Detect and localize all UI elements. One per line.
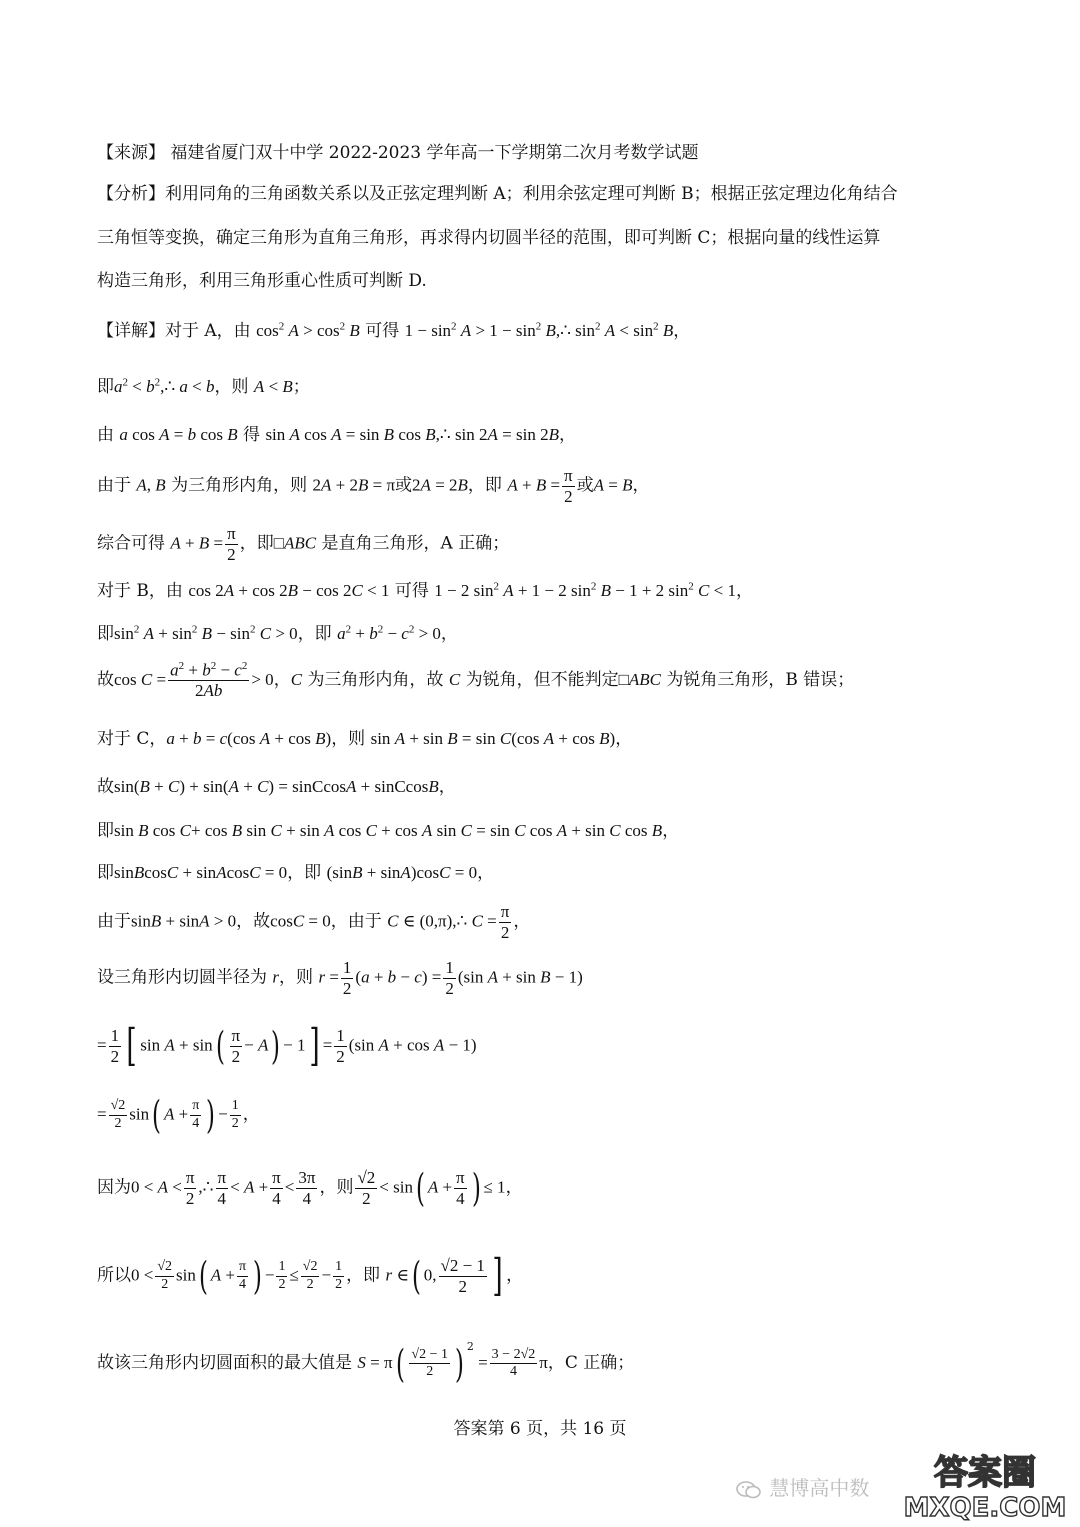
mxqe-logo — [900, 1448, 1070, 1522]
detail-line-11: 即sin B cos C+ cos B sin C + sin A cos C + cos A sin C = sin C cos A + sin C cos B， — [97, 821, 680, 841]
analysis-line-2: 三角恒等变换，确定三角形为直角三角形，再求得内切圆半径的范围，即可判断 C；根据向量的线性运算 — [97, 228, 881, 248]
text: 故 — [97, 669, 114, 690]
text: 即 — [97, 821, 114, 841]
analysis-tag: 【分析】 — [97, 184, 165, 204]
detail-line-3: 由 a cos A = b cos B 得 sin A cos A = sin B cos B,∴ sin 2A = sin 2B， — [97, 425, 576, 445]
text: 即 — [97, 377, 114, 397]
detail-line-13: 由于sinB + sinA > 0，故cosC = 0，由于 C ∈ (0,π),∴ C = $\frac{\pi}{2}$ ， — [97, 902, 531, 942]
detail-line-12: 即sinBcosC + sinAcosC = 0，即 (sinB + sinA)cosC = 0， — [97, 863, 495, 883]
text: ，则 — [331, 729, 366, 749]
analysis-text-1: 利用同角的三角函数关系以及正弦定理判断 A；利用余弦定理可判断 B；根据正弦定理边化角结合 — [165, 184, 898, 204]
text: 对于 B，由 — [97, 581, 183, 601]
text: 为三角形内角，则 — [171, 475, 308, 496]
text: 由 — [97, 425, 114, 445]
text: ，则 — [279, 967, 314, 988]
text: ，C 正确； — [547, 1353, 635, 1373]
analysis-line-3: 构造三角形，利用三角形重心性质可判断 D. — [97, 271, 427, 291]
detail-line-5: 综合可得 A + B = $\frac{\pi}{2}$ ，即□ABC 是直角三角形，A 正确； — [97, 524, 510, 564]
source-text: 福建省厦门双十中学 2022-2023 学年高一下学期第二次月考数学试题 — [170, 143, 699, 163]
text: 得 — [243, 425, 261, 445]
wechat-watermark — [735, 1472, 869, 1501]
detail-line-9: 对于 C，a + b = c(cos A + cos B)，则 sin A + sin B = sin C(cos A + cos B)， — [97, 729, 633, 749]
text: 对于 C， — [97, 729, 167, 749]
analysis-line-1 — [97, 184, 1020, 205]
text: 为三角形内角，故 — [307, 669, 444, 690]
detail-line-4: 由于 A, B 为三角形内角，则 2A + 2B = π或2A = 2B，即 A + B = $\frac{\pi}{2}$ 或A = B， — [97, 466, 650, 506]
svg-text:答案圈: 答案圈 — [934, 1453, 1036, 1493]
text: 为锐角三角形，B 错误； — [666, 669, 855, 690]
detail-line-14: 设三角形内切圆半径为 r，则 r = $\frac{1}{2}$ (a + b − c) = $\frac{1}{2}$ (sin A + sin B − 1) — [97, 958, 583, 998]
text: 综合可得 — [97, 533, 165, 554]
text: ，即 — [346, 1265, 381, 1286]
text: ，即 — [297, 624, 332, 644]
detail-line-15: = $\frac{1}{2}$ [ sin A + sin( $\frac{\pi}{2}$ − A) − 1] = $\frac{1}{2}$ (sin A + cos A − 1) — [97, 1020, 477, 1071]
text: ，即 — [467, 475, 502, 496]
detail-line-1: 【详解】对于 A，由 $\cos^2 A > \cos^2 B$ 可得 $1 - \sin^2 A > 1 - \sin^2$ B,∴ $\sin^2 A < \sin^2 B$， — [97, 320, 691, 341]
detail-line-8: 故cos C = $\frac{a^2 + b^2 - c^2}{2Ab}$ > 0，C 为三角形内角，故 C 为锐角，但不能判定□ABC 为锐角三角形，B 错误； — [97, 660, 855, 701]
detail-line-2: 即$a^2$ < $b^2,\therefore$ a < b，则 A < B； — [97, 376, 310, 397]
text: 设三角形内切圆半径为 — [97, 967, 267, 988]
text: 或 — [576, 475, 594, 496]
detail-tag: 【详解】 — [97, 321, 165, 341]
text: 即 — [97, 863, 114, 883]
text: 是直角三角形，A 正确； — [321, 533, 510, 554]
text: ，故 — [236, 911, 271, 932]
text: 所以 — [97, 1265, 131, 1286]
source-tag: 【来源】 — [97, 143, 165, 163]
text: 可得 — [394, 581, 429, 601]
page-footer: 答案第 6 页，共 16 页 — [453, 1419, 627, 1439]
text: ，即 — [287, 863, 322, 883]
detail-line-10: 故sin(B + C) + sin(A + C) = sinCcosA + sinCcosB， — [97, 777, 456, 797]
detail-line-7: 即$\sin^2 A + \sin^2 B - \sin^2 C > 0$，即 $a^2 + b^2 - c^2 > 0$， — [97, 623, 458, 644]
text: 因为 — [97, 1177, 131, 1198]
text: 为锐角，但不能判定 — [465, 669, 619, 690]
text: ，由于 — [330, 911, 382, 932]
text: 对于 A，由 — [165, 321, 251, 341]
svg-text:MXQE.COM: MXQE.COM — [903, 1493, 1067, 1522]
text: ，即 — [239, 533, 274, 554]
wechat-icon — [735, 1480, 763, 1500]
detail-line-16: = $\frac{√2}{2}$ sin( A + $\frac{\pi}{4}$ ) − $\frac{1}{2}$ ， — [97, 1093, 260, 1137]
detail-line-6: 对于 B，由 cos 2A + cos 2B − cos 2C < 1 可得 1 − 2 $\sin^2 A + 1 - 2$ $\sin^2 B - 1 + 2$ $\sin^2 C < 1$， — [97, 580, 753, 601]
text: 由于 — [97, 475, 131, 496]
text: 或 — [395, 475, 413, 496]
text: 故 — [97, 777, 114, 797]
wechat-watermark-text: 慧博高中数 — [769, 1476, 870, 1500]
text: ，则 — [214, 377, 249, 397]
text: ，则 — [319, 1177, 354, 1198]
source-line — [97, 143, 1020, 164]
detail-line-19: 故该三角形内切圆面积的最大值是 S = π( $\frac{√2 - 1}{2}$ ) $^2$ = $\frac{3 - 2√2}{4}$ π，C 正确； — [97, 1340, 635, 1386]
detail-line-18: 所以0 < $\frac{√2}{2}$ sin( A + $\frac{\pi}{4}$ ) − $\frac{1}{2}$ ≤ $\frac{√2}{2}$ − $\frac{1}{2}$ ，即 r ∈( 0, $\frac{√2 - 1}{2}$ ] ， — [97, 1250, 524, 1301]
detail-line-17: 因为0 < A < $\frac{\pi}{2}$ ,∴ $\frac{\pi}{4}$ < A + $\frac{\pi}{4}$ < $\frac{3\pi}{4}$ ，则 $\frac{√2}{2}$ < sin( A + $\frac{\pi}{4}$ ) ≤ 1， — [97, 1166, 523, 1211]
text: 即 — [97, 624, 114, 644]
text: 故该三角形内切圆面积的最大值是 — [97, 1353, 352, 1373]
text: 由于 — [97, 911, 131, 932]
